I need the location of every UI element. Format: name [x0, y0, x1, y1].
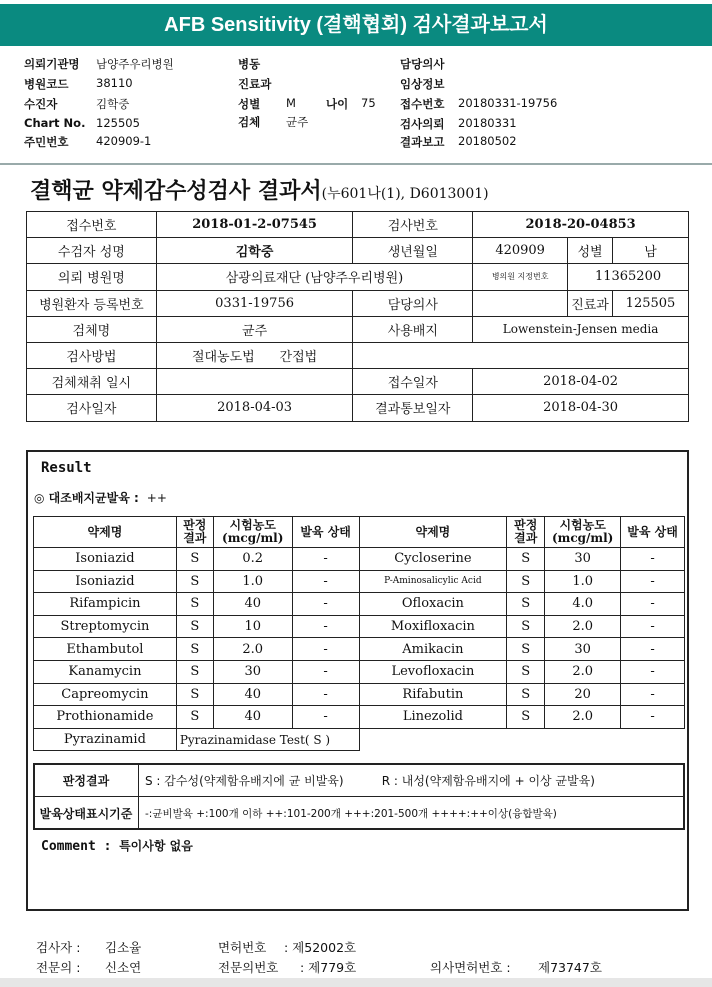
receipt-no-value: 20180331-19756 — [458, 96, 558, 110]
header-drug: 약제명 — [34, 517, 177, 548]
hospital-code-label: 병의원 지정번호 — [473, 264, 568, 290]
table-row — [27, 342, 689, 368]
receipt-no-value: 2018-01-2-07545 — [156, 212, 353, 238]
control-growth-label: ◎ 대조배지균발육 : — [34, 491, 139, 505]
specialist-no-label: 전문의번호 — [218, 960, 279, 975]
drug-name: Rifampicin — [34, 593, 177, 616]
table-row — [34, 615, 685, 638]
hospital-name-label: 의뢰기관명 — [24, 57, 80, 71]
growth: - — [621, 570, 685, 593]
collect-date-value — [156, 369, 353, 395]
concentration: 10 — [213, 615, 292, 638]
hospital-code-value: 38110 — [96, 76, 133, 90]
drug-name: P-Aminosalicylic Acid — [359, 570, 507, 593]
document-title — [30, 174, 489, 205]
doctor-value — [473, 290, 568, 316]
growth: - — [621, 593, 685, 616]
specialist-label: 전문의 : — [36, 960, 81, 975]
receipt-no-label: 접수번호 — [400, 97, 445, 111]
test-no-label: 검사번호 — [353, 212, 473, 238]
table-row — [27, 290, 689, 316]
header-conc: 시험농도 (mcg/ml) — [213, 517, 292, 548]
table-row — [34, 728, 685, 751]
chart-no-value: 125505 — [96, 116, 140, 130]
reg-no-label: 병원환자 등록번호 — [27, 290, 157, 316]
concentration: 4.0 — [545, 593, 621, 616]
table-row — [27, 316, 689, 342]
growth: - — [292, 683, 359, 706]
header-judge: 판정 결과 — [507, 517, 545, 548]
empty-cell — [353, 342, 689, 368]
control-growth-value: ++ — [146, 491, 167, 505]
doctor-license-value: 제73747호 — [538, 960, 602, 975]
test-date-value: 2018-04-03 — [156, 395, 353, 421]
test-no-value: 2018-20-04853 — [473, 212, 689, 238]
growth: - — [621, 615, 685, 638]
pza-drug: Pyrazinamid — [34, 728, 177, 751]
table-row — [27, 238, 689, 264]
result: S — [507, 660, 545, 683]
sex-label: 성별 — [238, 97, 261, 111]
result: S — [176, 706, 213, 729]
pza-test: Pyrazinamidase Test( S ) — [176, 728, 359, 751]
report-date-label: 결과통보일자 — [353, 395, 473, 421]
receipt-no-label: 접수번호 — [27, 212, 157, 238]
drug-name: Kanamycin — [34, 660, 177, 683]
hospital-label: 의뢰 병원명 — [27, 264, 157, 290]
growth-legend-label: 발육상태표시기준 — [34, 797, 139, 830]
growth: - — [621, 548, 685, 571]
chart-no-label: Chart No. — [24, 116, 86, 130]
patient-label: 수진자 — [24, 97, 58, 111]
concentration: 1.0 — [545, 570, 621, 593]
examiner-value: 김소율 — [105, 940, 142, 955]
patient-info-table — [26, 211, 689, 422]
hospital-value: 삼광의료재단 (남양주우리병원) — [156, 264, 472, 290]
drug-rows — [34, 548, 685, 729]
table-row — [27, 369, 689, 395]
drug-name: Moxifloxacin — [359, 615, 507, 638]
table-row — [34, 797, 685, 830]
drug-name: Rifabutin — [359, 683, 507, 706]
concentration: 2.0 — [545, 706, 621, 729]
table-row — [27, 264, 689, 290]
table-row — [27, 212, 689, 238]
table-row — [34, 764, 685, 797]
request-date-label: 검사의뢰 — [400, 117, 445, 131]
sex-value: 남 — [613, 238, 689, 264]
license-value: : 제52002호 — [284, 940, 357, 955]
growth: - — [292, 548, 359, 571]
birth-value: 420909 — [473, 238, 568, 264]
report-title: AFB Sensitivity (결핵협회) 검사결과보고서 — [164, 14, 548, 36]
empty-cell — [359, 728, 684, 751]
method-1: 절대농도법 — [191, 350, 255, 366]
drug-name: Levofloxacin — [359, 660, 507, 683]
result: S — [507, 593, 545, 616]
concentration: 0.2 — [213, 548, 292, 571]
document-title-code: (누601나(1), D6013001) — [321, 186, 489, 202]
patient-value: 김학중 — [96, 97, 130, 111]
drug-sensitivity-table — [33, 516, 685, 751]
table-row — [34, 706, 685, 729]
hospital-code-label: 병원코드 — [24, 77, 69, 91]
table-row — [34, 570, 685, 593]
document-title-main: 결핵균 약제감수성검사 결과서 — [30, 178, 322, 204]
concentration: 30 — [213, 660, 292, 683]
specimen-value: 균주 — [156, 316, 353, 342]
drug-name: Linezolid — [359, 706, 507, 729]
concentration: 40 — [213, 593, 292, 616]
examiner-label: 검사자 : — [36, 940, 81, 955]
test-date-label: 검사일자 — [27, 395, 157, 421]
judge-legend-s: S : 감수성(약제함유배지에 균 비발육) — [145, 773, 344, 788]
drug-name: Capreomycin — [34, 683, 177, 706]
received-date-label: 접수일자 — [353, 369, 473, 395]
specimen-label: 검체명 — [27, 316, 157, 342]
growth: - — [621, 706, 685, 729]
header-judge: 판정 결과 — [176, 517, 213, 548]
concentration: 40 — [213, 706, 292, 729]
concentration: 2.0 — [213, 638, 292, 661]
table-row — [34, 593, 685, 616]
concentration: 2.0 — [545, 660, 621, 683]
result: S — [507, 570, 545, 593]
drug-name: Cycloserine — [359, 548, 507, 571]
header-growth: 발육 상태 — [621, 517, 685, 548]
age-label: 나이 — [326, 97, 349, 111]
growth: - — [292, 638, 359, 661]
result: S — [507, 615, 545, 638]
judge-legend-text — [139, 764, 685, 797]
reg-no-value: 0331-19756 — [156, 290, 353, 316]
method-2: 간접법 — [279, 350, 318, 366]
result: S — [507, 683, 545, 706]
legend-table — [33, 763, 685, 830]
department-label: 진료과 — [238, 77, 272, 91]
growth: - — [292, 615, 359, 638]
comment-text: 특이사항 없음 — [119, 839, 193, 853]
specimen-value: 균주 — [286, 115, 309, 129]
doctor-label: 담당의사 — [353, 290, 473, 316]
method-value — [156, 342, 353, 368]
drug-name: Amikacin — [359, 638, 507, 661]
attending-doctor-label: 담당의사 — [400, 57, 445, 71]
result: S — [176, 660, 213, 683]
table-row — [34, 660, 685, 683]
medium-value: Lowenstein-Jensen media — [473, 316, 689, 342]
table-row — [34, 683, 685, 706]
header-divider — [0, 163, 712, 165]
result: S — [176, 593, 213, 616]
result: S — [176, 570, 213, 593]
bottom-bar — [0, 978, 712, 987]
specialist-value: 신소연 — [105, 960, 142, 975]
method-label: 검사방법 — [27, 342, 157, 368]
doctor-license-label: 의사면허번호 : — [430, 960, 511, 975]
specimen-label: 검체 — [238, 115, 261, 129]
patient-name-label: 수검자 성명 — [27, 238, 157, 264]
report-date-value: 20180502 — [458, 134, 517, 148]
license-label: 면허번호 — [218, 940, 267, 955]
comment — [41, 837, 193, 854]
hospital-code-value: 11365200 — [568, 264, 689, 290]
result: S — [176, 615, 213, 638]
request-date-value: 20180331 — [458, 116, 517, 130]
clinical-info-label: 임상정보 — [400, 77, 445, 91]
dept-value: 125505 — [613, 290, 689, 316]
growth: - — [292, 570, 359, 593]
table-header-row — [34, 517, 685, 548]
growth: - — [621, 683, 685, 706]
resident-no-label: 주민번호 — [24, 135, 69, 149]
drug-name: Ofloxacin — [359, 593, 507, 616]
concentration: 20 — [545, 683, 621, 706]
drug-name: Isoniazid — [34, 548, 177, 571]
birth-label: 생년월일 — [353, 238, 473, 264]
growth: - — [621, 638, 685, 661]
result-title: Result — [41, 460, 92, 476]
ward-label: 병동 — [238, 57, 261, 71]
result: S — [176, 548, 213, 571]
drug-name: Streptomycin — [34, 615, 177, 638]
concentration: 40 — [213, 683, 292, 706]
result: S — [176, 638, 213, 661]
drug-name: Ethambutol — [34, 638, 177, 661]
concentration: 1.0 — [213, 570, 292, 593]
resident-no-value: 420909-1 — [96, 134, 152, 148]
medium-label: 사용배지 — [353, 316, 473, 342]
report-title-bar — [0, 4, 712, 46]
result: S — [507, 638, 545, 661]
dept-label: 진료과 — [568, 290, 613, 316]
result: S — [507, 706, 545, 729]
comment-label: Comment : — [41, 839, 112, 854]
sex-value: M — [286, 96, 296, 110]
header-conc: 시험농도 (mcg/ml) — [545, 517, 621, 548]
header-drug: 약제명 — [359, 517, 507, 548]
table-row — [34, 548, 685, 571]
result: S — [176, 683, 213, 706]
table-row — [34, 638, 685, 661]
concentration: 30 — [545, 548, 621, 571]
hospital-name-value: 남양주우리병원 — [96, 57, 174, 71]
drug-name: Isoniazid — [34, 570, 177, 593]
growth: - — [621, 660, 685, 683]
growth: - — [292, 660, 359, 683]
table-row — [27, 395, 689, 421]
control-growth — [34, 489, 167, 506]
specialist-no-value: : 제779호 — [300, 960, 357, 975]
sex-label: 성별 — [568, 238, 613, 264]
report-date-value: 2018-04-30 — [473, 395, 689, 421]
judge-legend-label: 판정결과 — [34, 764, 139, 797]
received-date-value: 2018-04-02 — [473, 369, 689, 395]
judge-legend-r: R : 내성(약제함유배지에 + 이상 균발육) — [381, 773, 595, 788]
drug-name: Prothionamide — [34, 706, 177, 729]
concentration: 2.0 — [545, 615, 621, 638]
result: S — [507, 548, 545, 571]
patient-name-value: 김학중 — [156, 238, 353, 264]
report-date-label: 결과보고 — [400, 135, 445, 149]
growth: - — [292, 706, 359, 729]
age-value: 75 — [361, 96, 376, 110]
growth-legend-text: -:균비발육 +:100개 이하 ++:101-200개 +++:201-500개 ++++:++이상(융합발육) — [139, 797, 685, 830]
growth: - — [292, 593, 359, 616]
header-growth: 발육 상태 — [292, 517, 359, 548]
collect-date-label: 검체채취 일시 — [27, 369, 157, 395]
concentration: 30 — [545, 638, 621, 661]
